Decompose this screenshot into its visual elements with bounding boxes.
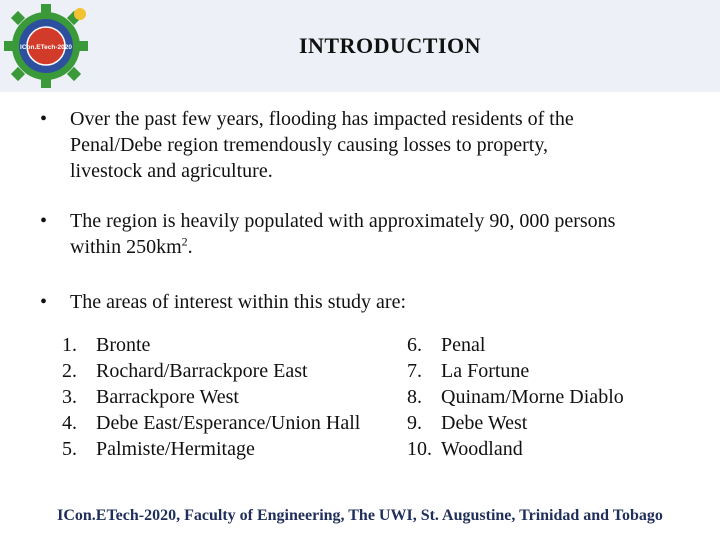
bullet-line-text: within 250km (70, 236, 182, 258)
list-number: 10. (407, 438, 432, 460)
list-label: Woodland (441, 438, 523, 460)
bullet-marker: • (40, 291, 48, 313)
page-title: INTRODUCTION (298, 33, 482, 58)
bullet-line: Penal/Debe region tremendously causing losses to property, (70, 134, 549, 156)
list-item (407, 332, 707, 358)
bullet-line: Over the past few years, flooding has impacted residents of the (70, 108, 574, 130)
list-label: La Fortune (441, 360, 530, 382)
list-label: Debe West (441, 412, 528, 434)
list-item (62, 358, 392, 384)
bullet-line: The areas of interest within this study are: (70, 291, 407, 313)
list-item (62, 332, 392, 358)
list-label: Penal (441, 334, 486, 356)
list-number: 3. (62, 386, 77, 408)
bullet-line (70, 234, 710, 260)
list-number: 6. (407, 334, 422, 356)
superscript: 2 (181, 234, 188, 249)
list-number: 8. (407, 386, 422, 408)
list-item (407, 358, 707, 384)
list-number: 7. (407, 360, 422, 382)
list-item (62, 384, 392, 410)
areas-list-right (407, 332, 707, 462)
list-item (62, 436, 392, 462)
areas-list-left (62, 332, 392, 462)
list-number: 5. (62, 438, 77, 460)
list-label: Barrackpore West (96, 386, 239, 408)
list-label: Debe East/Esperance/Union Hall (96, 412, 361, 434)
list-item (62, 410, 392, 436)
list-label: Palmiste/Hermitage (96, 438, 255, 460)
list-label: Quinam/Morne Diablo (441, 386, 624, 408)
list-label: Bronte (96, 334, 151, 356)
list-number: 4. (62, 412, 77, 434)
bullet-line: The region is heavily populated with approximately 90, 000 persons (70, 210, 616, 232)
bullet-marker: • (40, 210, 48, 232)
list-number: 1. (62, 334, 77, 356)
slide-header (0, 0, 720, 92)
list-item (407, 410, 707, 436)
bullet-line: livestock and agriculture. (70, 160, 273, 182)
logo-text: ICon.ETech-2020 (20, 44, 72, 51)
bullet-marker: • (40, 108, 48, 130)
list-item (407, 436, 707, 462)
footer-citation: ICon.ETech-2020, Faculty of Engineering, The UWI, St. Augustine, Trinidad and Tobago (57, 507, 663, 524)
conference-logo (0, 0, 96, 92)
list-number: 2. (62, 360, 77, 382)
list-item (407, 384, 707, 410)
bullet-suffix: . (187, 236, 193, 258)
list-number: 9. (407, 412, 422, 434)
list-label: Rochard/Barrackpore East (96, 360, 308, 382)
